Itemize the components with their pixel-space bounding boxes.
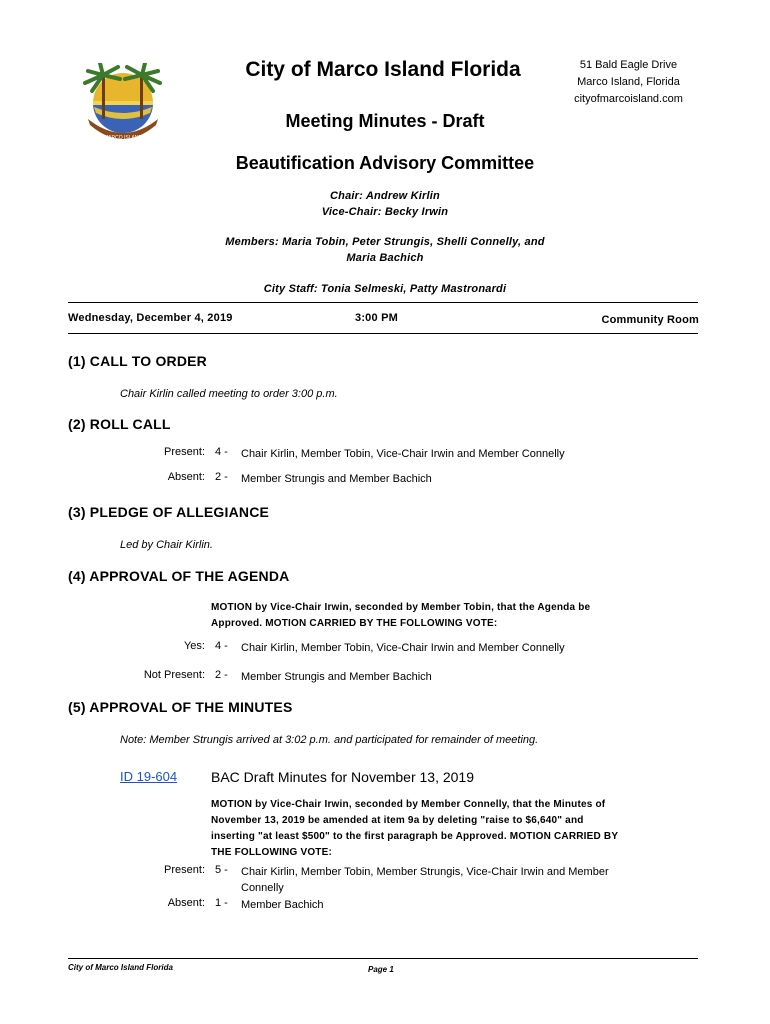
- meeting-location: Community Room: [601, 314, 699, 326]
- vote-present-count: 5 -: [215, 864, 228, 876]
- committee-title: Beautification Advisory Committee: [235, 153, 535, 173]
- not-present-names: Member Strungis and Member Bachich: [241, 671, 432, 683]
- vice-chair-line: Vice-Chair: Becky Irwin: [321, 206, 449, 218]
- present-label: Present:: [164, 446, 205, 458]
- absent-label: Absent:: [167, 471, 205, 483]
- website: cityofmarcoisland.com: [574, 93, 683, 105]
- yes-count: 4 -: [215, 640, 228, 652]
- not-present-label: Not Present:: [143, 669, 205, 681]
- staff-line: City Staff: Tonia Selmeski, Patty Mastronardi: [263, 283, 507, 295]
- present-names: Chair Kirlin, Member Tobin, Vice-Chair Irwin and Member Connelly: [241, 448, 565, 460]
- address-block: [540, 57, 717, 108]
- section-heading-minutes: (5) APPROVAL OF THE MINUTES: [68, 699, 293, 715]
- item-title: BAC Draft Minutes for November 13, 2019: [211, 769, 475, 785]
- document-title: Meeting Minutes - Draft: [285, 111, 485, 131]
- header-rule-top: [68, 302, 698, 303]
- vote-present-names-line-1: Chair Kirlin, Member Tobin, Member Strungis, Vice-Chair Irwin and Member: [241, 866, 609, 878]
- header-rule-bottom: [68, 333, 698, 334]
- minutes-motion-line-2: November 13, 2019 be amended at item 9a by deleting "raise to $6,640" and: [211, 815, 584, 826]
- vote-absent-label: Absent:: [167, 897, 205, 909]
- present-count: 4 -: [215, 446, 228, 458]
- call-to-order-note: Chair Kirlin called meeting to order 3:00 p.m.: [120, 388, 338, 400]
- svg-text:MARCO ISLAND: MARCO ISLAND: [103, 135, 143, 141]
- org-title: City of Marco Island Florida: [245, 58, 521, 81]
- address-street: 51 Bald Eagle Drive: [579, 59, 678, 71]
- yes-names: Chair Kirlin, Member Tobin, Vice-Chair Irwin and Member Connelly: [241, 642, 565, 654]
- section-heading-roll-call: (2) ROLL CALL: [68, 416, 171, 432]
- absent-count: 2 -: [215, 471, 228, 483]
- minutes-motion-line-1: MOTION by Vice-Chair Irwin, seconded by Member Connelly, that the Minutes of: [211, 799, 606, 810]
- address-city: Marco Island, Florida: [577, 76, 680, 88]
- minutes-motion-line-3: inserting "at least $500" to the first paragraph be Approved. MOTION CARRIED BY: [211, 831, 619, 842]
- members-line-1: Members: Maria Tobin, Peter Strungis, Shelli Connelly, and: [225, 236, 545, 248]
- section-heading-agenda: (4) APPROVAL OF THE AGENDA: [68, 568, 290, 584]
- meeting-date: Wednesday, December 4, 2019: [68, 312, 233, 324]
- vote-absent-names: Member Bachich: [241, 899, 324, 911]
- footer-rule: [68, 958, 698, 959]
- minutes-motion-line-4: THE FOLLOWING VOTE:: [211, 847, 333, 858]
- agenda-motion-line-2: Approved. MOTION CARRIED BY THE FOLLOWING VOTE:: [211, 618, 498, 629]
- section-heading-call-to-order: (1) CALL TO ORDER: [68, 353, 207, 369]
- chair-line: Chair: Andrew Kirlin: [330, 190, 440, 202]
- item-id-link[interactable]: ID 19-604: [120, 769, 178, 784]
- pledge-note: Led by Chair Kirlin.: [120, 539, 213, 551]
- absent-names: Member Strungis and Member Bachich: [241, 473, 432, 485]
- agenda-motion-line-1: MOTION by Vice-Chair Irwin, seconded by Member Tobin, that the Agenda be: [211, 602, 591, 613]
- vote-absent-count: 1 -: [215, 897, 228, 909]
- meeting-time: 3:00 PM: [355, 312, 398, 324]
- not-present-count: 2 -: [215, 669, 228, 681]
- page-number: Page 1: [368, 965, 394, 974]
- footer-org: City of Marco Island Florida: [68, 963, 173, 972]
- section-heading-pledge: (3) PLEDGE OF ALLEGIANCE: [68, 504, 270, 520]
- vote-present-names-line-2: Connelly: [241, 882, 284, 894]
- members-line-2: Maria Bachich: [346, 252, 424, 264]
- vote-present-label: Present:: [164, 864, 205, 876]
- yes-label: Yes:: [183, 640, 205, 652]
- minutes-note: Note: Member Strungis arrived at 3:02 p.m. and participated for remainder of meeting.: [120, 734, 539, 746]
